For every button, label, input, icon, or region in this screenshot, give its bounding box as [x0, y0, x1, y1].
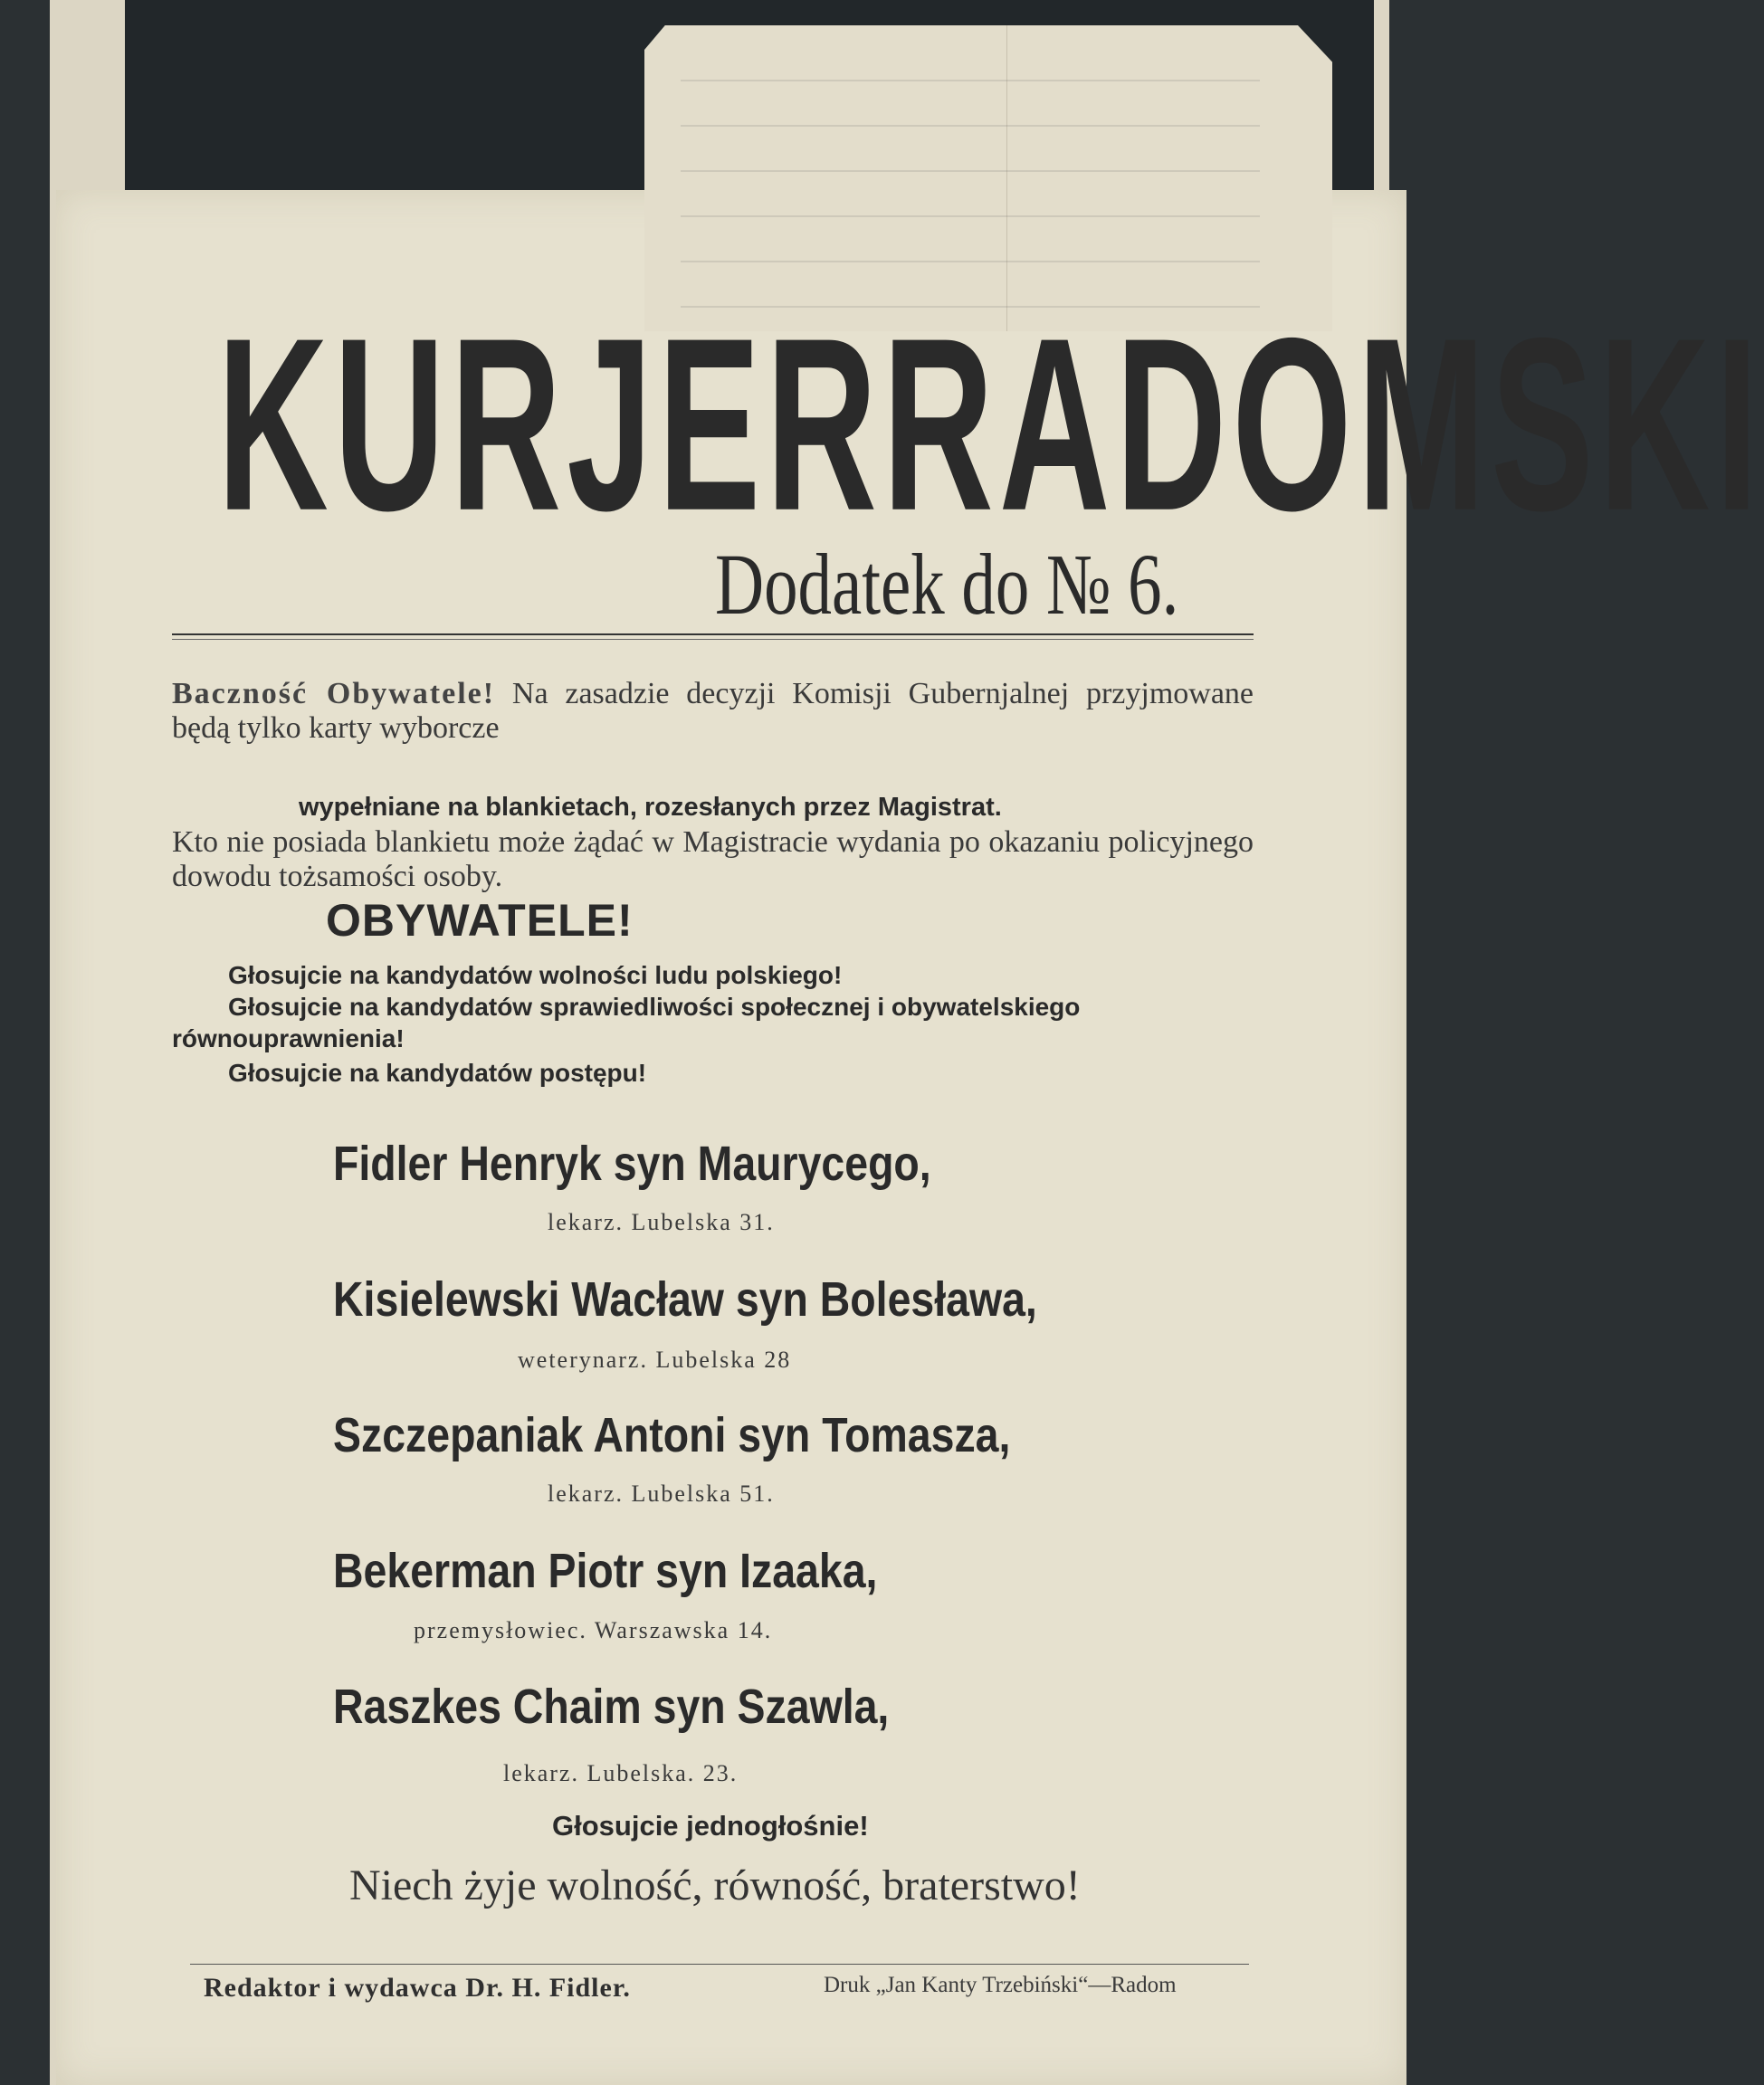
notice-text-2: Kto nie posiada blankietu może żądać w Magistracie wydania po okazaniu policyjnego dowodu tożsamości osoby. [172, 825, 1254, 893]
appeal-heading: OBYWATELE! [326, 895, 634, 946]
footer-rule [190, 1964, 1249, 1966]
appeal-line-2: Głosujcie na kandydatów sprawiedliwości społecznej i obywatelskiego [228, 993, 1081, 1021]
candidate-name: Kisielewski Wacław syn Bolesława, [333, 1272, 1037, 1327]
footer-printer: Druk „Jan Kanty Trzebiński“—Radom [824, 1973, 1177, 1997]
closing-line-2: Niech żyje wolność, równość, braterstwo! [349, 1861, 1081, 1909]
notice-lead: Baczność Obywatele! [172, 677, 496, 710]
appeal-line-1: Głosujcie na kandydatów wolności ludu polskiego! [228, 961, 843, 989]
candidate-info: lekarz. Lubelska 51. [548, 1480, 775, 1507]
candidate-info: przemysłowiec. Warszawska 14. [414, 1617, 773, 1643]
candidate-info: lekarz. Lubelska 31. [548, 1209, 775, 1235]
footer-editor: Redaktor i wydawca Dr. H. Fidler. [204, 1973, 631, 2003]
candidate-name: Bekerman Piotr syn Izaaka, [333, 1544, 878, 1598]
candidate-name: Raszkes Chaim syn Szawla, [333, 1680, 890, 1734]
closing-line-1: Głosujcie jednogłośnie! [552, 1810, 869, 1842]
masthead [217, 288, 1764, 563]
notice-text-1: Na zasadzie decyzji Komisji Gubernjalnej przyjmowane będą tylko karty wyborcze [172, 677, 1254, 745]
candidate-info: lekarz. Lubelska. 23. [503, 1760, 739, 1786]
candidate-name: Szczepaniak Antoni syn Tomasza, [333, 1408, 1011, 1462]
appeal-line-4: Głosujcie na kandydatów postępu! [228, 1059, 647, 1087]
candidate-name: Fidler Henryk syn Maurycego, [333, 1137, 931, 1191]
masthead-title-left: KURJER [217, 288, 883, 563]
header-rule [172, 633, 1254, 640]
candidate-info: weterynarz. Lubelska 28 [518, 1347, 792, 1373]
masthead-title-right: RADOMSKI [882, 288, 1764, 563]
issue-subtitle: Dodatek do № 6. [715, 536, 1179, 633]
notice-bold-line: wypełniane na blankietach, rozesłanych przez Magistrat. [299, 793, 1002, 822]
notice-paragraph [172, 677, 1254, 746]
appeal-line-3: równouprawnienia! [172, 1024, 405, 1052]
